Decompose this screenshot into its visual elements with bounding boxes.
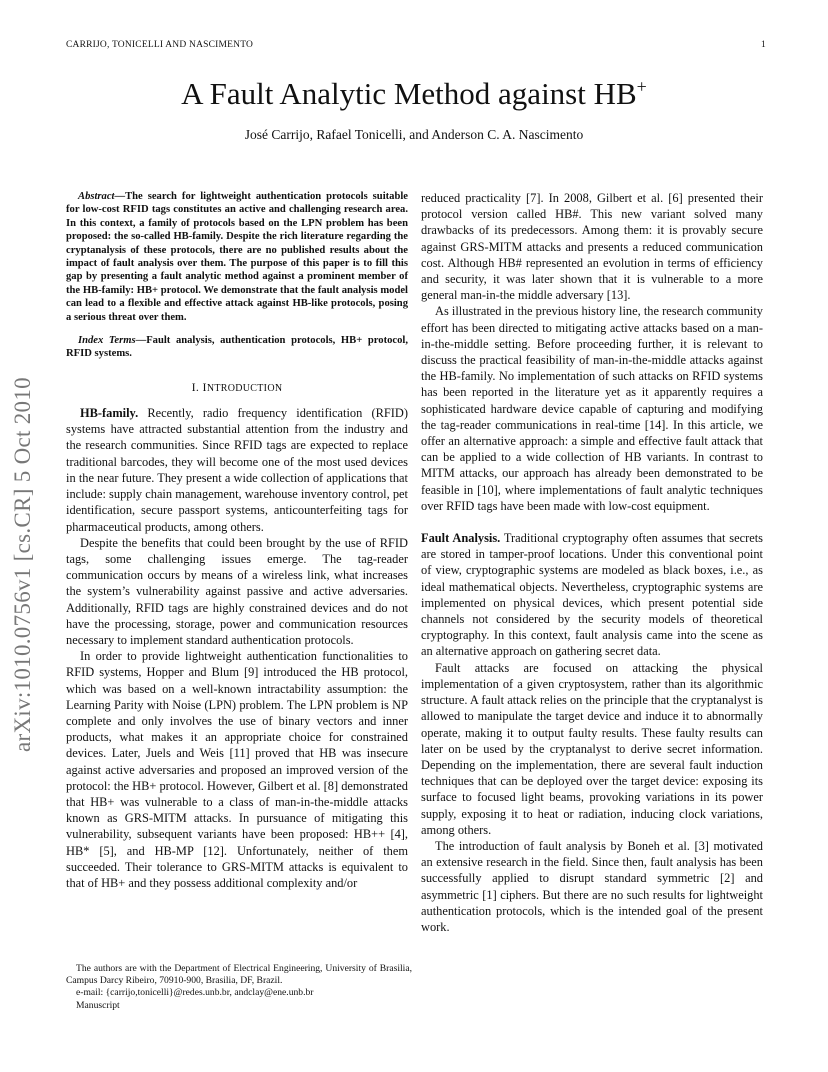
body-paragraph	[66, 535, 408, 648]
paragraph-text: The introduction of fault analysis by Boneh et al. [3] motivated an extensive research in the field. Since then, fault analysis has been successfully applied to disrupt standard symmetric [2] and asymmetric [1] ciphers. But there are no such results for lightweight authentication protocols, which is the intended goal of the present work.	[421, 838, 763, 934]
running-head-authors: CARRIJO, TONICELLI AND NASCIMENTO	[66, 40, 254, 50]
footnote-affiliation: The authors are with the Department of Electrical Engineering, University of Brasilia, Campus Darcy Ribeiro, 70910-900, Brasilia, DF, Brazil.	[66, 963, 412, 987]
footnote-manuscript: Manuscript	[76, 999, 120, 1011]
running-head	[66, 40, 766, 50]
paper-title-text: A Fault Analytic Method against HB	[181, 76, 637, 111]
body-paragraph	[421, 838, 763, 935]
paragraph-text: Despite the benefits that could been brought by the use of RFID tags, some challenging issues emerge. The tag-reader communication occurs by means of a wireless link, what increases the system’s vulnerability against passive and active adversaries. Additionally, RFID tags are highly constrained devices and do not have the processing, storage, power and communication resources necessary to implement standard authentication protocols.	[66, 535, 408, 647]
abstract	[66, 190, 408, 324]
section-number: I.	[191, 379, 200, 394]
paragraph-lead: Fault Analysis.	[421, 531, 501, 546]
left-column	[66, 190, 408, 891]
body-paragraph	[421, 190, 763, 303]
section-heading	[66, 379, 408, 397]
body-paragraph	[66, 405, 408, 535]
footnote-email: e-mail: {carrijo,tonicelli}@redes.unb.br, andclay@ene.unb.br	[76, 987, 314, 999]
body-paragraph	[421, 530, 763, 660]
abstract-text: —The search for lightweight authentication protocols suitable for low-cost RFID tags constitutes an active and challenging research area. In this context, a family of protocols based on the LPN problem has been proposed: the so-called HB-family. Despite the rich literature regarding the cryptanalysis of these protocols, there are no published results about the impact of fault analysis over them. The purpose of this paper is to fill this gap by presenting a fault analytic method against a prominent member of the HB-family: HB+ protocol. We demonstrate that the fault analysis model can lead to a flexible and effective attack against HB-like protocols, posing a serious threat over them.	[66, 191, 408, 323]
paragraph-text: Fault attacks are focused on attacking the physical implementation of a given cryptosystem, rather than its algorithmic structure. A fault attack relies on the principle that the cryptanalyst is allowed to manipulate the target device and induce it to abnormally operate, making it to output faulty results. These faulty results can later on be used by the cryptanalyst to derive secret information. Depending on the implementation, there are several fault induction techniques that can be deployed over the target device: exposing its surface to focused light beams, provoking variations in its power supply, exposing it to heat or radiation, inducing clock variations, among others.	[421, 660, 763, 837]
paragraph-text: Traditional cryptography often assumes that secrets are stored in tamper-proof locations. Under this conventional point of view, cryptographic systems are modeled as black boxes, i.e., as ideal mathematical objects. Nevertheless, cryptographic systems are implemented on physical devices, which present potential side channels not considered by the security models of theoretical cryptography. In this context, fault analysis came into the scene as an alternative approach on gathering secret data.	[421, 531, 764, 659]
paragraph-gap	[421, 514, 763, 530]
body-paragraph	[421, 303, 763, 514]
paragraph-text: Recently, radio frequency identification (RFID) systems have attracted substantial attention from the industry and the research communities. Since RFID tags are expected to replace traditional barcodes, they will become one of the most used devices in the near future. They present a wide collection of applications that include: supply chain management, warehouse inventory control, pet identification, secure passport systems, anticounterfeiting tags for pharmaceutical products, among others.	[66, 406, 408, 534]
author-list: José Carrijo, Rafael Tonicelli, and Anderson C. A. Nascimento	[244, 127, 584, 142]
body-paragraph	[66, 648, 408, 891]
paragraph-text: reduced practicality [7]. In 2008, Gilbert et al. [6] presented their protocol version called HB#. This new variant solved many drawbacks of its predecessors. Among them: it is provably secure against GRS-MITM attacks and presents a reduced communication cost. Although HB# represented an evolution in terms of efficiency and security, it was later shown that it is vulnerable to a more general man-in-the middle adversary [13].	[421, 191, 763, 303]
footnote	[66, 963, 412, 1012]
paragraph-lead: HB-family.	[80, 406, 139, 421]
paper-title	[0, 76, 828, 112]
abstract-label: Abstract	[78, 191, 115, 202]
index-terms-label: Index Terms	[78, 335, 136, 347]
index-terms-text: —Fault analysis, authentication protocols, HB+ protocol, RFID systems.	[66, 335, 408, 360]
body-paragraph	[421, 660, 763, 838]
index-terms	[66, 334, 408, 361]
right-column	[421, 190, 763, 935]
paragraph-text: In order to provide lightweight authentication functionalities to RFID systems, Hopper and Blum [9] introduced the HB protocol, which was based on a well-known intractability assumption: the Learning Parity with Noise (LPN) problem. The LPN problem is NP complete and only involves the use of binary vectors and inner products, what makes it an appropriate choice for constrained devices. Later, Juels and Weis [11] proved that HB was insecure against active adversaries and proposed an improved version of the protocol: the HB+ protocol. However, Gilbert et al. [8] demonstrated that HB+ was vulnerable to a class of man-in-the-middle attacks known as GRS-MITM attacks. In pursuance of mitigating this vulnerability, subsequent variants have been proposed: HB++ [4], HB* [5], and HB-MP [12]. Unfortunately, neither of them succeeded. Their tolerance to GRS-MITM attacks is equivalent to that of HB+ and they possess additional complexity and/or	[66, 649, 408, 890]
page-number: 1	[761, 40, 766, 50]
section-title-initial: I	[202, 379, 207, 394]
section-title-rest: NTRODUCTION	[206, 382, 283, 394]
paragraph-text: As illustrated in the previous history line, the research community effort has been directed to mitigating active attacks based on a man-in-the-middle setting. Before proceeding further, it is relevant to discuss the practical feasibility of man-in-the-middle attacks against the HB-family. No implementation of such attacks on RFID systems has been reported in the literature yet as it apparently requires a sophisticated hardware device capable of capturing and modifying the tag-reader communications in real-time [14]. In this article, we offer an alternative approach: a simple and effective fault attack that can be applied to a wide collection of HB variants. In contrast to MITM attacks, our approach has already been demonstrated to be feasible in [10], where implementations of fault analytic techniques over RFID tags have been made with low-cost equipment.	[421, 304, 763, 513]
right-body	[421, 190, 763, 935]
arxiv-stamp: arXiv:1010.0756v1 [cs.CR] 5 Oct 2010	[10, 377, 35, 752]
left-body	[66, 405, 408, 891]
paper-title-superscript: +	[636, 76, 647, 97]
